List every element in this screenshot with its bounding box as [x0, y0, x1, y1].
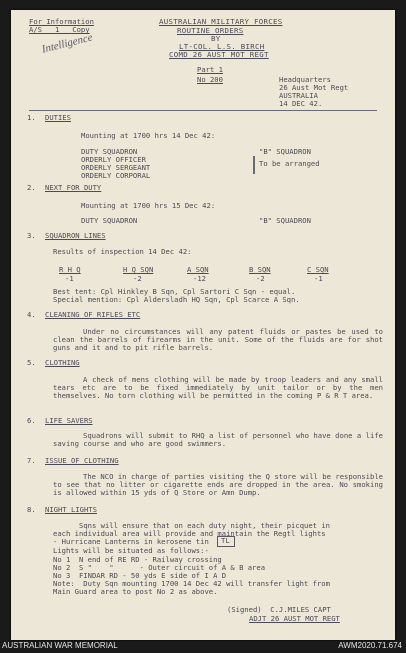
section-5-title: CLOTHING [45, 358, 80, 367]
duties-row-1: DUTY SQUADRON [81, 147, 138, 156]
brace [253, 156, 255, 174]
duties-mounting: Mounting at 1700 hrs 14 Dec 42: [81, 131, 216, 140]
hq-line-4: 14 DEC 42. [279, 99, 323, 108]
section-2-number: 2. [27, 183, 36, 192]
footer-institution: AUSTRALIAN WAR MEMORIAL [2, 641, 118, 650]
signature-signed: (Signed) C.J.MILES CAPT [227, 605, 331, 614]
section-4-title: CLEANING OF RIFLES ETC [45, 310, 141, 319]
next-row: DUTY SQUADRON [81, 216, 138, 225]
footer-accession: AWM2020.71.674 [338, 641, 402, 650]
section-1-number: 1. [27, 113, 36, 122]
col-rhq-label: R H Q [59, 265, 81, 274]
duties-row-2: ORDERLY OFFICER [81, 155, 146, 164]
section-4-number: 4. [27, 310, 36, 319]
title-line-1: AUSTRALIAN MILITARY FORCES [159, 17, 283, 26]
lantern-box-label: TL [221, 536, 230, 545]
hq-line-3: AUSTRALIA [279, 91, 318, 100]
distribution-line-2: A/S 1 Copy [29, 25, 90, 34]
section-3-number: 3. [27, 231, 36, 240]
signature-adjt: ADJT 26 AUST MOT REGT [249, 614, 340, 623]
night-line-4: Lights will be situated as follows:- [53, 546, 209, 555]
title-line-4: LT-COL. L.S. BIRCH [179, 42, 265, 51]
night-line-9: Main Guard area to post No 2 as above. [53, 587, 218, 596]
duties-row-3: ORDERLY SERGEANT [81, 163, 151, 172]
col-asqn-label: A SQN [187, 265, 209, 274]
col-hqsqn-label: H Q SQN [123, 265, 154, 274]
night-line-8: Note: Duty Sqn mounting 1700 14 Dec 42 will transfer light from [53, 579, 330, 588]
issue-text: The NCO in charge of parties visiting the Q store will be responsible to see that no litter or cigarette ends are dropped in the area. No smoking is allowed within 15 yds of Q Store or Amn Dump. [53, 472, 383, 498]
duties-row-4: ORDERLY CORPORAL [81, 171, 151, 180]
part-label: Part 1 [197, 65, 223, 74]
night-line-7: No 3 FINDAR RD - 50 yds E side of I A D [53, 571, 227, 580]
night-line-3: - Hurricane Lanterns in kerosene tin [53, 537, 209, 546]
title-line-2: ROUTINE ORDERS [177, 26, 244, 35]
title-line-3: BY [211, 34, 221, 43]
title-line-5: COMD 26 AUST MOT REGT [169, 50, 269, 59]
lines-special: Special mention: Cpl Aldersladh HQ Sqn, Cpl Scarce A Sqn. [53, 295, 300, 304]
section-6-title: LIFE SAVERS [45, 416, 93, 425]
col-hqsqn-score: -2 [133, 274, 142, 283]
order-number: No 200 [197, 75, 223, 84]
section-7-number: 7. [27, 456, 36, 465]
hq-line-2: 26 Aust Mot Regt [279, 83, 349, 92]
header-rule [29, 110, 377, 111]
lantern-box [217, 536, 235, 547]
section-2-title: NEXT FOR DUTY [45, 183, 102, 192]
distribution-line-1: For Information [29, 17, 94, 26]
col-rhq-score: -1 [65, 274, 74, 283]
col-bsqn-score: -2 [256, 274, 265, 283]
section-1-title: DUTIES [45, 113, 71, 122]
hq-line-1: Headquarters [279, 75, 331, 84]
col-csqn-score: -1 [314, 274, 323, 283]
lines-results: Results of inspection 14 Dec 42: [53, 247, 192, 256]
night-line-2: each individual area will provide and maintain the Regtl lights [53, 529, 326, 538]
clothing-text: A check of mens clothing will be made by troop leaders and any small tears etc are to be fixed immediately by unit tailor or by the men themselves. No torn clothing will be permitted in the coming P & R T area. [53, 375, 383, 401]
col-bsqn-label: B SQN [249, 265, 271, 274]
next-mounting: Mounting at 1700 hrs 15 Dec 42: [81, 201, 216, 210]
night-line-1: Sqns will ensure that on each duty night, their picquet in [79, 521, 330, 530]
duties-arranged: To be arranged [259, 159, 320, 168]
life-savers-text: Squadrons will submit to RHQ a list of personnel who have done a life saving course and who are good swimmers. [53, 431, 383, 449]
section-7-title: ISSUE OF CLOTHING [45, 456, 119, 465]
duties-squadron: "B" SQUADRON [259, 147, 311, 156]
section-5-number: 5. [27, 358, 36, 367]
section-3-title: SQUADRON LINES [45, 231, 106, 240]
document-page [11, 10, 395, 640]
section-8-title: NIGHT LIGHTS [45, 505, 97, 514]
col-asqn-score: -12 [193, 274, 206, 283]
lines-best-tent: Best tent: Cpl Hinkley B Sqn, Cpl Sartori C Sqn - equal. [53, 287, 296, 296]
night-line-5: No 1 N end of RE RD - Railway crossing [53, 555, 222, 564]
handwritten-note: Intelligence [40, 31, 94, 56]
cleaning-text: Under no circumstances will any patent fluids or pastes be used to clean the barrels of firearms in the unit. Some of the fluids are for shot guns and it and to pit rifle barrels. [53, 327, 383, 353]
next-squadron: "B" SQUADRON [259, 216, 311, 225]
section-8-number: 8. [27, 505, 36, 514]
section-6-number: 6. [27, 416, 36, 425]
col-csqn-label: C SQN [307, 265, 329, 274]
night-line-6: No 2 S " " - Outer circuit of A & B area [53, 563, 266, 572]
